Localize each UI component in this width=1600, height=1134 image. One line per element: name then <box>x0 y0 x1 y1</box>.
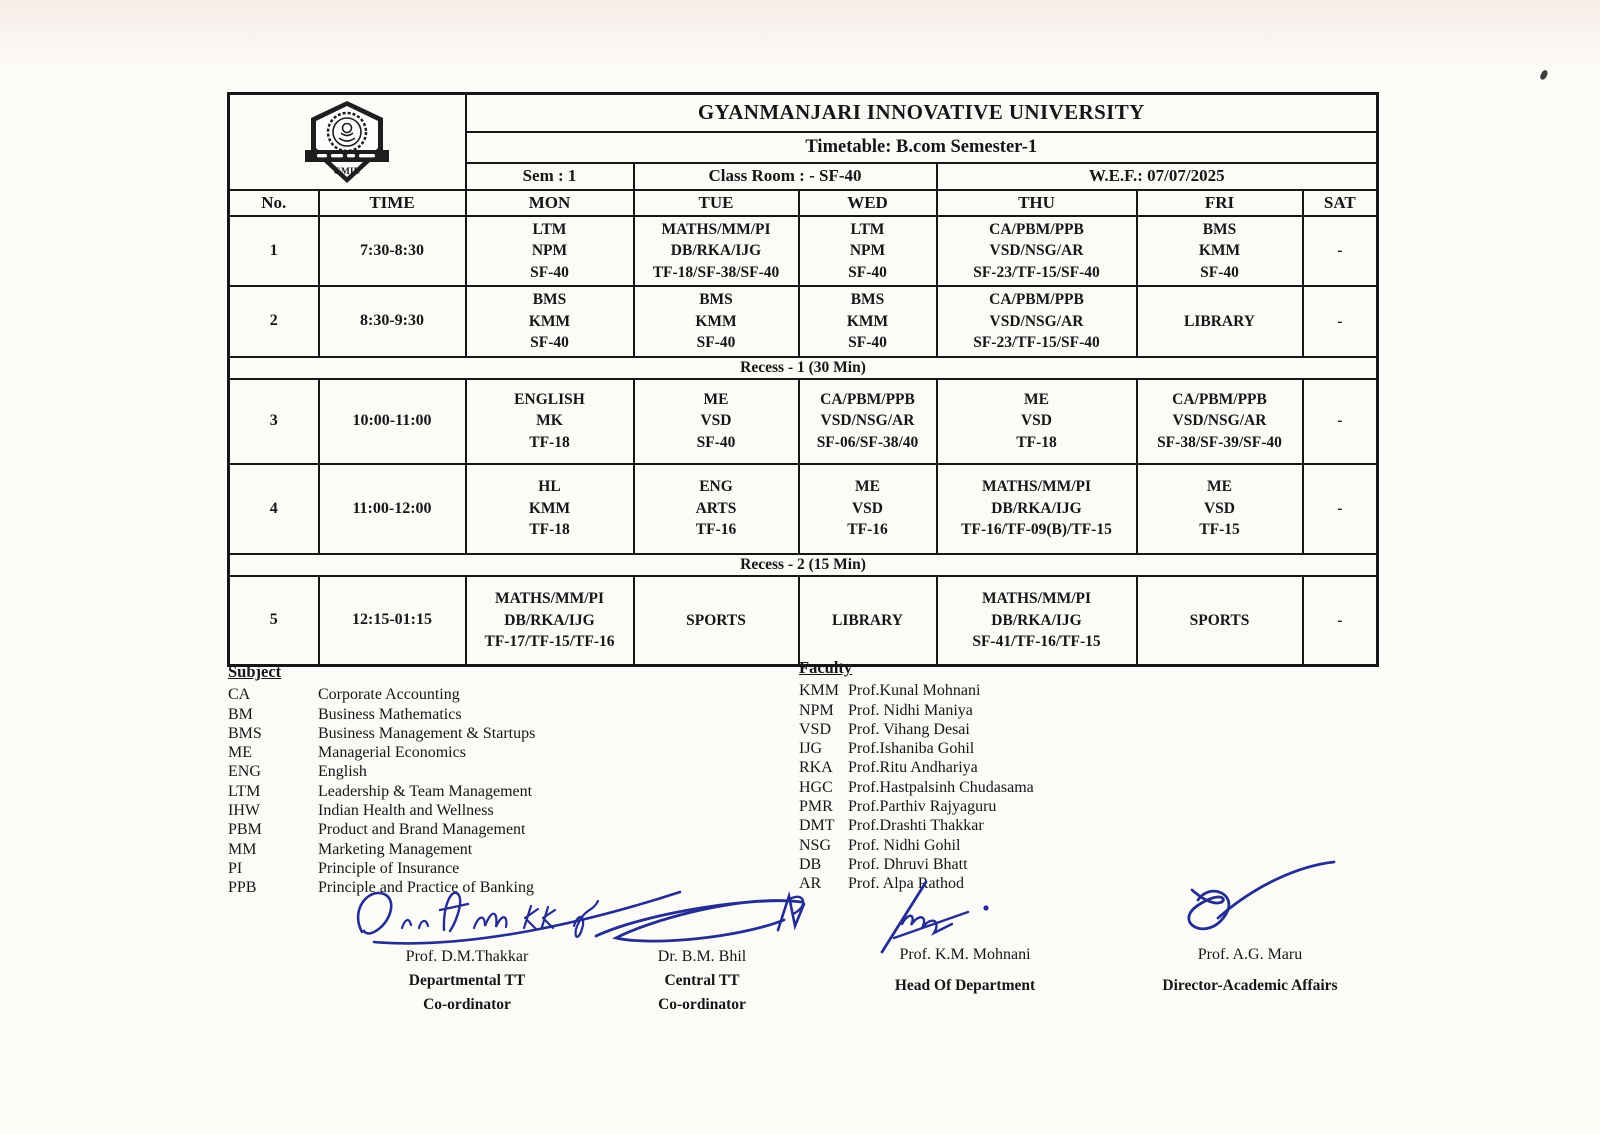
scan-speck <box>1539 69 1549 81</box>
period-time-4: 11:00-12:00 <box>319 464 466 554</box>
slot-mon-5 <box>466 576 634 666</box>
period-time-1: 7:30-8:30 <box>319 216 466 287</box>
subject-list <box>228 685 535 897</box>
period-number-1: 1 <box>229 216 319 287</box>
slot-tue-4 <box>634 464 799 554</box>
signature-ink-maru-icon <box>1158 856 1348 948</box>
slot-line: DB/RKA/IJG <box>504 611 595 629</box>
slot-thu-3 <box>937 379 1137 464</box>
slot-line: KMM <box>1198 242 1241 259</box>
subject-item-bms <box>228 724 535 743</box>
slot-tue-1 <box>634 216 799 287</box>
slot-line: TF-16/TF-09(B)/TF-15 <box>961 521 1112 539</box>
signatory-role: Co-ordinator <box>423 996 511 1013</box>
faculty-code: IJG <box>799 740 823 758</box>
slot-line: - <box>1337 499 1343 517</box>
period-row-4 <box>229 464 1378 554</box>
timetable-body <box>229 216 1378 666</box>
slot-line: TF-16 <box>695 521 737 539</box>
faculty-name: Prof.Ritu Andhariya <box>848 759 978 777</box>
subject-code: PI <box>228 859 243 877</box>
slot-thu-2 <box>937 286 1137 357</box>
slot-line: BMS <box>1202 220 1237 238</box>
slot-fri-3 <box>1137 379 1303 464</box>
signatory-name: Prof. K.M. Mohnani <box>899 946 1031 963</box>
faculty-item-kmm <box>799 681 1034 700</box>
faculty-name: Prof.Ishaniba Gohil <box>848 740 975 758</box>
subject-name: Managerial Economics <box>318 744 466 762</box>
subject-item-me <box>228 743 535 762</box>
slot-line: VSD/NSG/AR <box>989 242 1084 259</box>
slot-line: LTM <box>850 220 885 238</box>
subject-legend-heading: Subject <box>228 662 282 681</box>
day-header-no: No. <box>229 190 319 216</box>
slot-wed-5 <box>799 576 937 666</box>
slot-line: VSD/NSG/AR <box>1172 412 1267 430</box>
period-time-5: 12:15-01:15 <box>319 576 466 666</box>
faculty-code: NPM <box>799 701 834 719</box>
slot-line: MATHS/MM/PI <box>661 220 771 238</box>
slot-line: SF-23/TF-15/SF-40 <box>973 263 1100 281</box>
slot-wed-4 <box>799 464 937 554</box>
slot-line: - <box>1337 611 1343 629</box>
slot-line: - <box>1337 312 1343 330</box>
faculty-code: DB <box>799 855 822 873</box>
period-time-3: 10:00-11:00 <box>319 379 466 464</box>
faculty-legend-heading: Faculty <box>799 658 853 677</box>
slot-line: KMM <box>528 312 571 330</box>
gmiu-emblem-icon <box>301 98 393 186</box>
university-logo <box>230 98 465 186</box>
slot-line: SF-40 <box>1200 263 1239 281</box>
subject-item-mm <box>228 840 535 859</box>
slot-line: LIBRARY <box>832 611 903 629</box>
signatory-name: Prof. A.G. Maru <box>1197 946 1303 963</box>
slot-line: SF-40 <box>530 334 569 351</box>
period-number-5: 5 <box>229 576 319 666</box>
subject-code: BM <box>228 705 253 723</box>
subject-name: Principle and Practice of Banking <box>318 879 534 897</box>
slot-line: TF-18/SF-38/SF-40 <box>652 263 780 281</box>
subject-code: IHW <box>228 802 260 820</box>
slot-line: LIBRARY <box>1184 312 1255 330</box>
slot-line: SF-40 <box>696 433 736 451</box>
subject-name: Business Mathematics <box>318 705 462 723</box>
slot-wed-3 <box>799 379 937 464</box>
slot-line: BMS <box>532 291 567 308</box>
slot-thu-1 <box>937 216 1137 287</box>
slot-line: TF-17/TF-15/TF-16 <box>484 633 615 650</box>
faculty-code: DMT <box>799 817 835 835</box>
signatory-role: Departmental TT <box>408 972 526 989</box>
subject-item-pbm <box>228 820 535 839</box>
slot-line: CA/PBM/PPB <box>820 390 915 408</box>
slot-line: SF-40 <box>848 334 887 351</box>
subject-name: Business Management & Startups <box>318 724 536 742</box>
slot-line: CA/PBM/PPB <box>989 291 1084 308</box>
subject-name: Corporate Accounting <box>318 686 460 704</box>
classroom-label: Class Room : - SF-40 <box>634 163 937 190</box>
slot-line: BMS <box>699 291 733 308</box>
slot-line: VSD/NSG/AR <box>820 412 915 430</box>
slot-line: ME <box>703 390 729 408</box>
faculty-name: Prof. Nidhi Gohil <box>848 836 961 854</box>
timetable <box>227 92 1379 667</box>
slot-line: ME <box>1207 478 1232 496</box>
slot-sat-4 <box>1303 464 1378 554</box>
recess-label: Recess - 2 (15 Min) <box>229 554 1378 576</box>
faculty-item-rka <box>799 758 1034 777</box>
period-number-3: 3 <box>229 379 319 464</box>
slot-line: - <box>1337 412 1343 430</box>
slot-line: SF-40 <box>848 263 887 281</box>
subject-item-ppb <box>228 878 535 897</box>
signatory-role: Central TT <box>664 972 740 989</box>
logo-acronym: GMIU <box>333 166 361 177</box>
slot-line: - <box>1337 242 1343 259</box>
subject-item-bm <box>228 705 535 724</box>
faculty-code: KMM <box>799 682 840 700</box>
recess-row <box>229 357 1378 379</box>
slot-line: MATHS/MM/PI <box>494 590 605 607</box>
faculty-item-pmr <box>799 797 1034 816</box>
day-header-tue: TUE <box>634 190 799 216</box>
slot-sat-2 <box>1303 286 1378 357</box>
slot-tue-2 <box>634 286 799 357</box>
subject-name: Marketing Management <box>318 840 473 858</box>
slot-line: TF-15 <box>1199 521 1240 539</box>
slot-line: ME <box>855 478 880 496</box>
slot-line: DB/RKA/IJG <box>670 242 762 259</box>
faculty-name: Prof. Dhruvi Bhatt <box>848 855 968 873</box>
faculty-item-ijg <box>799 739 1034 758</box>
subject-code: LTM <box>228 782 261 800</box>
faculty-name: Prof. Vihang Desai <box>848 720 970 738</box>
slot-fri-2 <box>1137 286 1303 357</box>
faculty-code: VSD <box>799 720 832 738</box>
day-header-thu: THU <box>937 190 1137 216</box>
period-row-3 <box>229 379 1378 464</box>
slot-line: BMS <box>850 291 885 308</box>
slot-line: SF-06/SF-38/40 <box>816 433 919 451</box>
slot-line: SPORTS <box>686 611 746 629</box>
slot-line: SF-38/SF-39/SF-40 <box>1157 433 1282 451</box>
slot-line: VSD <box>1203 499 1235 517</box>
scan-tint <box>0 0 1600 70</box>
slot-line: HL <box>538 478 561 496</box>
day-header-row <box>229 190 1378 216</box>
slot-line: CA/PBM/PPB <box>989 220 1084 238</box>
slot-line: LTM <box>532 220 567 238</box>
slot-line: DB/RKA/IJG <box>991 611 1082 629</box>
slot-line: SPORTS <box>1189 611 1250 629</box>
faculty-name: Prof.Parthiv Rajyaguru <box>848 798 997 816</box>
period-number-2: 2 <box>229 286 319 357</box>
subject-name: Leadership & Team Management <box>318 782 533 800</box>
slot-mon-1 <box>466 216 634 287</box>
slot-line: TF-16 <box>847 521 888 539</box>
day-header-fri: FRI <box>1137 190 1303 216</box>
signatory-role: Head Of Department <box>894 977 1036 994</box>
slot-fri-4 <box>1137 464 1303 554</box>
slot-line: SF-41/TF-16/TF-15 <box>972 633 1101 650</box>
subject-item-eng <box>228 762 535 781</box>
subject-item-ihw <box>228 801 535 820</box>
recess-row <box>229 554 1378 576</box>
faculty-item-db <box>799 855 1034 874</box>
faculty-code: HGC <box>799 778 833 796</box>
slot-mon-4 <box>466 464 634 554</box>
subject-code: PBM <box>228 821 262 839</box>
slot-line: KMM <box>695 312 737 330</box>
slot-line: KMM <box>528 499 571 517</box>
signature-block-hod <box>830 946 1100 995</box>
slot-line: TF-18 <box>1016 433 1057 451</box>
period-time-2: 8:30-9:30 <box>319 286 466 357</box>
slot-tue-3 <box>634 379 799 464</box>
faculty-item-npm <box>799 701 1034 720</box>
signatory-role: Director-Academic Affairs <box>1162 977 1338 994</box>
signature-block-central-tt <box>572 948 832 1014</box>
slot-sat-3 <box>1303 379 1378 464</box>
slot-line: TF-18 <box>529 433 570 451</box>
slot-line: KMM <box>846 312 889 330</box>
slot-line: NPM <box>849 242 886 259</box>
slot-line: NPM <box>531 242 568 259</box>
slot-line: MATHS/MM/PI <box>981 590 1092 607</box>
subject-code: MM <box>228 840 257 858</box>
subject-item-ca <box>228 685 535 704</box>
slot-tue-5 <box>634 576 799 666</box>
faculty-name: Prof.Drashti Thakkar <box>848 817 984 835</box>
semester-label: Sem : 1 <box>466 163 634 190</box>
period-number-4: 4 <box>229 464 319 554</box>
day-header-wed: WED <box>799 190 937 216</box>
subject-code: PPB <box>228 879 257 897</box>
faculty-item-ar <box>799 874 1034 893</box>
faculty-name: Prof.Hastpalsinh Chudasama <box>848 778 1034 796</box>
slot-line: ARTS <box>695 499 737 517</box>
slot-mon-2 <box>466 286 634 357</box>
slot-line: VSD <box>1020 412 1052 430</box>
period-row-5 <box>229 576 1378 666</box>
slot-line: ENGLISH <box>514 390 585 408</box>
faculty-code: NSG <box>799 836 832 854</box>
subject-name: English <box>318 763 367 781</box>
faculty-code: RKA <box>799 759 833 777</box>
subject-name: Indian Health and Wellness <box>318 802 494 820</box>
slot-wed-1 <box>799 216 937 287</box>
subject-item-ltm <box>228 782 535 801</box>
faculty-item-dmt <box>799 816 1034 835</box>
slot-line: VSD <box>851 499 883 517</box>
period-row-1 <box>229 216 1378 287</box>
subject-item-pi <box>228 859 535 878</box>
signature-block-departmental-tt <box>332 948 602 1014</box>
subject-name: Principle of Insurance <box>318 859 460 877</box>
signatory-role: Co-ordinator <box>658 996 746 1013</box>
subject-code: CA <box>228 686 251 704</box>
subject-name: Product and Brand Management <box>318 821 526 839</box>
day-header-time: TIME <box>319 190 466 216</box>
faculty-name: Prof. Alpa Rathod <box>848 875 964 893</box>
slot-line: CA/PBM/PPB <box>1172 390 1267 408</box>
slot-sat-1 <box>1303 216 1378 287</box>
slot-fri-1 <box>1137 216 1303 287</box>
slot-line: ME <box>1024 390 1049 408</box>
slot-line: SF-23/TF-15/SF-40 <box>973 334 1100 351</box>
slot-mon-3 <box>466 379 634 464</box>
day-header-mon: MON <box>466 190 634 216</box>
slot-line: DB/RKA/IJG <box>991 499 1082 517</box>
slot-line: MATHS/MM/PI <box>981 478 1092 496</box>
faculty-item-vsd <box>799 720 1034 739</box>
subject-code: ENG <box>228 763 261 781</box>
slot-thu-4 <box>937 464 1137 554</box>
wef-label: W.E.F.: 07/07/2025 <box>937 163 1378 190</box>
slot-fri-5 <box>1137 576 1303 666</box>
slot-thu-5 <box>937 576 1137 666</box>
subject-code: ME <box>228 744 252 762</box>
recess-label: Recess - 1 (30 Min) <box>229 357 1378 379</box>
slot-sat-5 <box>1303 576 1378 666</box>
period-row-2 <box>229 286 1378 357</box>
timetable-subtitle: Timetable: B.com Semester-1 <box>466 132 1378 163</box>
faculty-name: Prof.Kunal Mohnani <box>848 682 981 700</box>
faculty-name: Prof. Nidhi Maniya <box>848 701 973 719</box>
day-header-sat: SAT <box>1303 190 1378 216</box>
faculty-item-hgc <box>799 778 1034 797</box>
faculty-list <box>799 681 1034 893</box>
slot-line: TF-18 <box>529 521 570 539</box>
faculty-code: AR <box>799 875 822 893</box>
subject-code: BMS <box>228 724 262 742</box>
slot-line: SF-40 <box>530 263 569 281</box>
slot-wed-2 <box>799 286 937 357</box>
faculty-legend <box>799 658 1034 894</box>
slot-line: MK <box>536 412 563 430</box>
signatory-name: Prof. D.M.Thakkar <box>405 948 529 965</box>
signatory-name: Dr. B.M. Bhil <box>657 948 747 965</box>
subject-legend <box>228 662 535 898</box>
slot-line: VSD <box>700 412 732 430</box>
slot-line: VSD/NSG/AR <box>989 312 1084 330</box>
slot-line: ENG <box>699 478 733 496</box>
university-name: GYANMANJARI INNOVATIVE UNIVERSITY <box>466 94 1378 132</box>
faculty-code: PMR <box>799 798 833 816</box>
signature-block-director <box>1090 946 1410 995</box>
logo-cell <box>229 94 466 190</box>
slot-line: SF-40 <box>696 334 736 351</box>
faculty-item-nsg <box>799 836 1034 855</box>
